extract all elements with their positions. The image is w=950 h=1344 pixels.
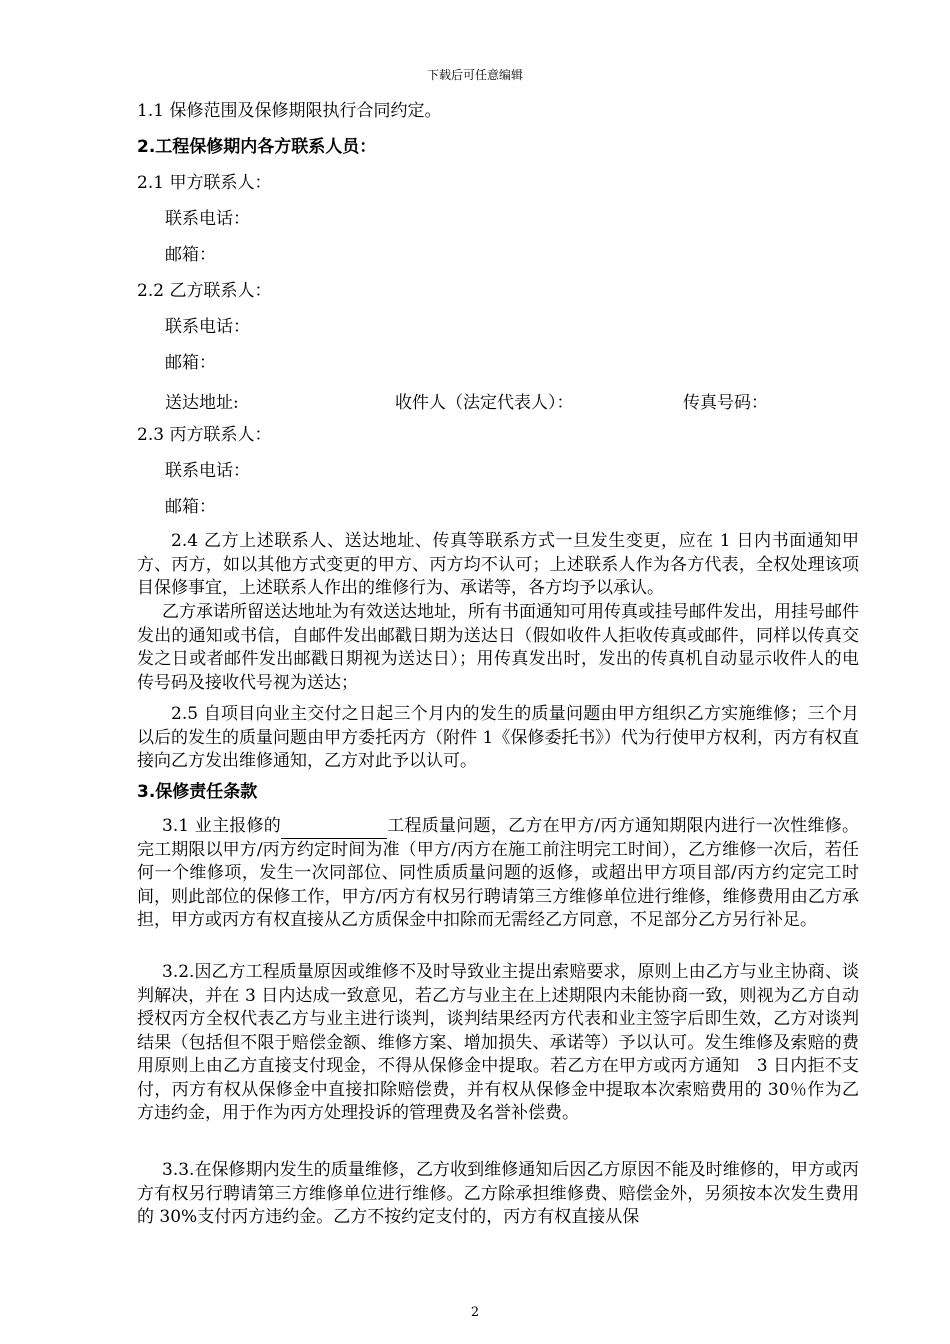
party-b-address-label: 送达地址:: [165, 393, 239, 413]
page-number: 2: [470, 1305, 480, 1320]
party-a-email-label: 邮箱：: [165, 245, 216, 265]
clause-2-4-continued: 乙方承诺所留送达地址为有效送达地址，所有书面通知可用传真或挂号邮件发出，用挂号邮件发出的通知或书信，自邮件发出邮戳日期为送达日（假如收件人拒收传真或邮件，同样以传真交发之日或者邮件发出邮戳日期视为送达日）；用传真发出时，发出的传真机自动显示收件人的电传号码及接收代号视为送达；: [137, 602, 859, 693]
clause-1-1: 1.1 保修范围及保修期限执行合同约定。: [137, 101, 442, 121]
party-c-email-label: 邮箱：: [165, 497, 216, 517]
project-name-blank: [281, 820, 387, 839]
clause-3-1-prefix: 3.1 业主报修的: [162, 816, 281, 836]
party-b-recipient-label: 收件人（法定代表人）：: [395, 393, 574, 413]
party-b-email-label: 邮箱：: [165, 353, 216, 373]
clause-3-2: 3.2.因乙方工程质量原因或维修不及时导致业主提出索赔要求，原则上由乙方与业主协商、谈判解决，并在 3 日内达成一致意见，若乙方与业主在上述期限内未能协商一致，则视为乙方自动授权丙方全权代表乙方与业主进行谈判，谈判结果经丙方代表和业主签字后即生效，乙方对谈判结果（包括但不限于赔偿金额、维修方案、增加损失、承诺等）予以认可。发生维修及索赔的费用原则上由乙方直接支付现金，不得从保修金中提取。若乙方在甲方或丙方通知 3 日内拒不支付，丙方有权从保修金中直接扣除赔偿费，并有权从保修金中提取本次索赔费用的 30％作为乙方违约金，用于作为丙方处理投诉的管理费及名誉补偿费。: [137, 962, 859, 1123]
page-header-note: 下载后可任意编辑: [426, 68, 523, 82]
clause-2-2: 2.2 乙方联系人：: [137, 281, 272, 301]
section-3-title: 3.保修责任条款: [137, 782, 258, 802]
clause-3-1-text: 工程质量问题，乙方在甲方/丙方通知期限内进行一次性维修。完工期限以甲方/丙方约定时间为准（甲方/丙方在施工前注明完工时间），乙方维修一次后，若任何一个维修项，发生一次同部位、同性质质量问题的返修，或超出甲方项目部/丙方约定完工时间，则此部位的保修工作，甲方/丙方有权另行聘请第三方维修单位进行维修，维修费用由乙方承担，甲方或丙方有权直接从乙方质保金中扣除而无需经乙方同意，不足部分乙方另行补足。: [137, 816, 860, 930]
clause-3-3: 3.3.在保修期内发生的质量维修，乙方收到维修通知后因乙方原因不能及时维修的，甲方或丙方有权另行聘请第三方维修单位进行维修。乙方除承担维修费、赔偿金外，另须按本次发生费用的 30%支付丙方违约金。乙方不按约定支付的，丙方有权直接从保: [137, 1160, 859, 1227]
party-c-phone-label: 联系电话：: [165, 461, 250, 481]
party-a-phone-label: 联系电话：: [165, 209, 250, 229]
section-2-title: 2.工程保修期内各方联系人员：: [137, 137, 377, 157]
party-b-phone-label: 联系电话：: [165, 317, 250, 337]
party-b-fax-label: 传真号码：: [683, 393, 768, 413]
clause-2-5: 2.5 自项目向业主交付之日起三个月内的发生的质量问题由甲方组织乙方实施维修；三个月以后的发生的质量问题由甲方委托丙方（附件 1《保修委托书》）代为行使甲方权利，丙方有权直接向乙方发出维修通知，乙方对此予以认可。: [137, 704, 859, 771]
clause-2-4: 2.4 乙方上述联系人、送达地址、传真等联系方式一旦发生变更，应在 1 日内书面通知甲方、丙方，如以其他方式变更的甲方、丙方均不认可；上述联系人作为各方代表，全权处理该项目保修事宜，上述联系人作出的维修行为、承诺等，各方均予以承认。: [137, 531, 859, 598]
clause-2-3: 2.3 丙方联系人：: [137, 425, 272, 445]
clause-2-1: 2.1 甲方联系人：: [137, 173, 272, 193]
clause-3-1: [137, 815, 859, 933]
